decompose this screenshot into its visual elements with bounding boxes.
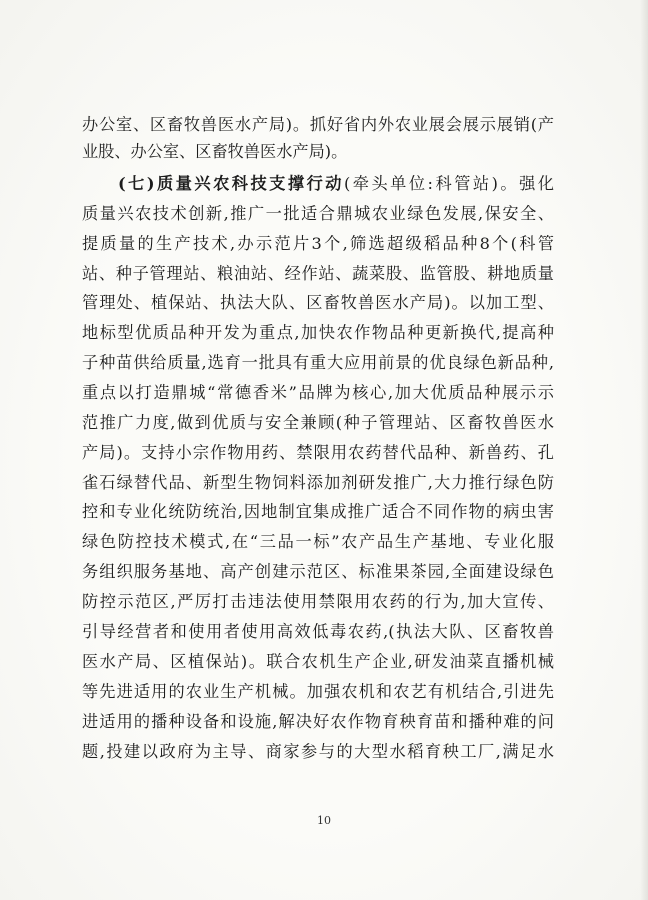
scan-edge-shadow: [640, 0, 648, 900]
text-line-20: 等先进适用的农业生产机械。加强农机和农艺有机结合,引进先: [82, 682, 554, 701]
text-line-8: 地标型优质品种开发为重点,加快农作物品种更新换代,提高种: [82, 323, 554, 342]
text-line-19: 医水产局、区植保站)。联合农机生产企业,研发油菜直播机械: [82, 652, 554, 671]
text-line-22: 题,投建以政府为主导、商家参与的大型水稻育秧工厂,满足水: [82, 742, 554, 761]
text-line-10: 重点以打造鼎城“常德香米”品牌为核心,加大优质品种展示示: [82, 383, 554, 402]
text-line-15: 绿色防控技术模式,在“三品一标”农产品生产基地、专业化服: [82, 532, 554, 551]
text-line-2: 业股、办公室、区畜牧兽医水产局)。: [82, 142, 348, 161]
text-line-1: 办公室、区畜牧兽医水产局)。抓好省内外农业展会展示展销(产: [82, 115, 554, 134]
text-line-17: 防控示范区,严厉打击违法使用禁限用农药的行为,加大宣传、: [82, 592, 554, 611]
text-line-4: 质量兴农技术创新,推广一批适合鼎城农业绿色发展,保安全、: [82, 204, 554, 223]
text-line-21: 进适用的播种设备和设施,解决好农作物育秧育苗和播种难的问: [82, 712, 554, 731]
text-line-16: 务组织服务基地、高产创建示范区、标准果茶园,全面建设绿色: [82, 562, 554, 581]
text-line-5: 提质量的生产技术,办示范片3个,筛选超级稻品种8个(科管: [82, 234, 554, 253]
text-line-6: 站、种子管理站、粮油站、经作站、蔬菜股、监管股、耕地质量: [82, 264, 554, 283]
page-number: 10: [317, 814, 331, 827]
text-line-7: 管理处、植保站、执法大队、区畜牧兽医水产局)。以加工型、: [82, 293, 554, 312]
text-line-18: 引导经营者和使用者使用高效低毒农药,(执法大队、区畜牧兽: [82, 622, 554, 641]
text-line-11: 范推广力度,做到优质与安全兼顾(种子管理站、区畜牧兽医水: [82, 413, 554, 432]
section-heading-lead: (牵头单位:科管站)。强化: [343, 174, 554, 193]
text-line-12: 产局)。支持小宗作物用药、禁限用农药替代品种、新兽药、孔: [82, 443, 554, 462]
section-heading: (七)质量兴农科技支撑行动: [118, 174, 344, 193]
text-line-13: 雀石绿替代品、新型生物饲料添加剂研发推广,大力推行绿色防: [82, 473, 554, 492]
text-line-9: 子种苗供给质量,选育一批具有重大应用前景的优良绿色新品种,: [82, 353, 554, 372]
section-heading-line: [118, 171, 554, 197]
text-line-14: 控和专业化统防统治,因地制宜集成推广适合不同作物的病虫害: [82, 502, 554, 521]
